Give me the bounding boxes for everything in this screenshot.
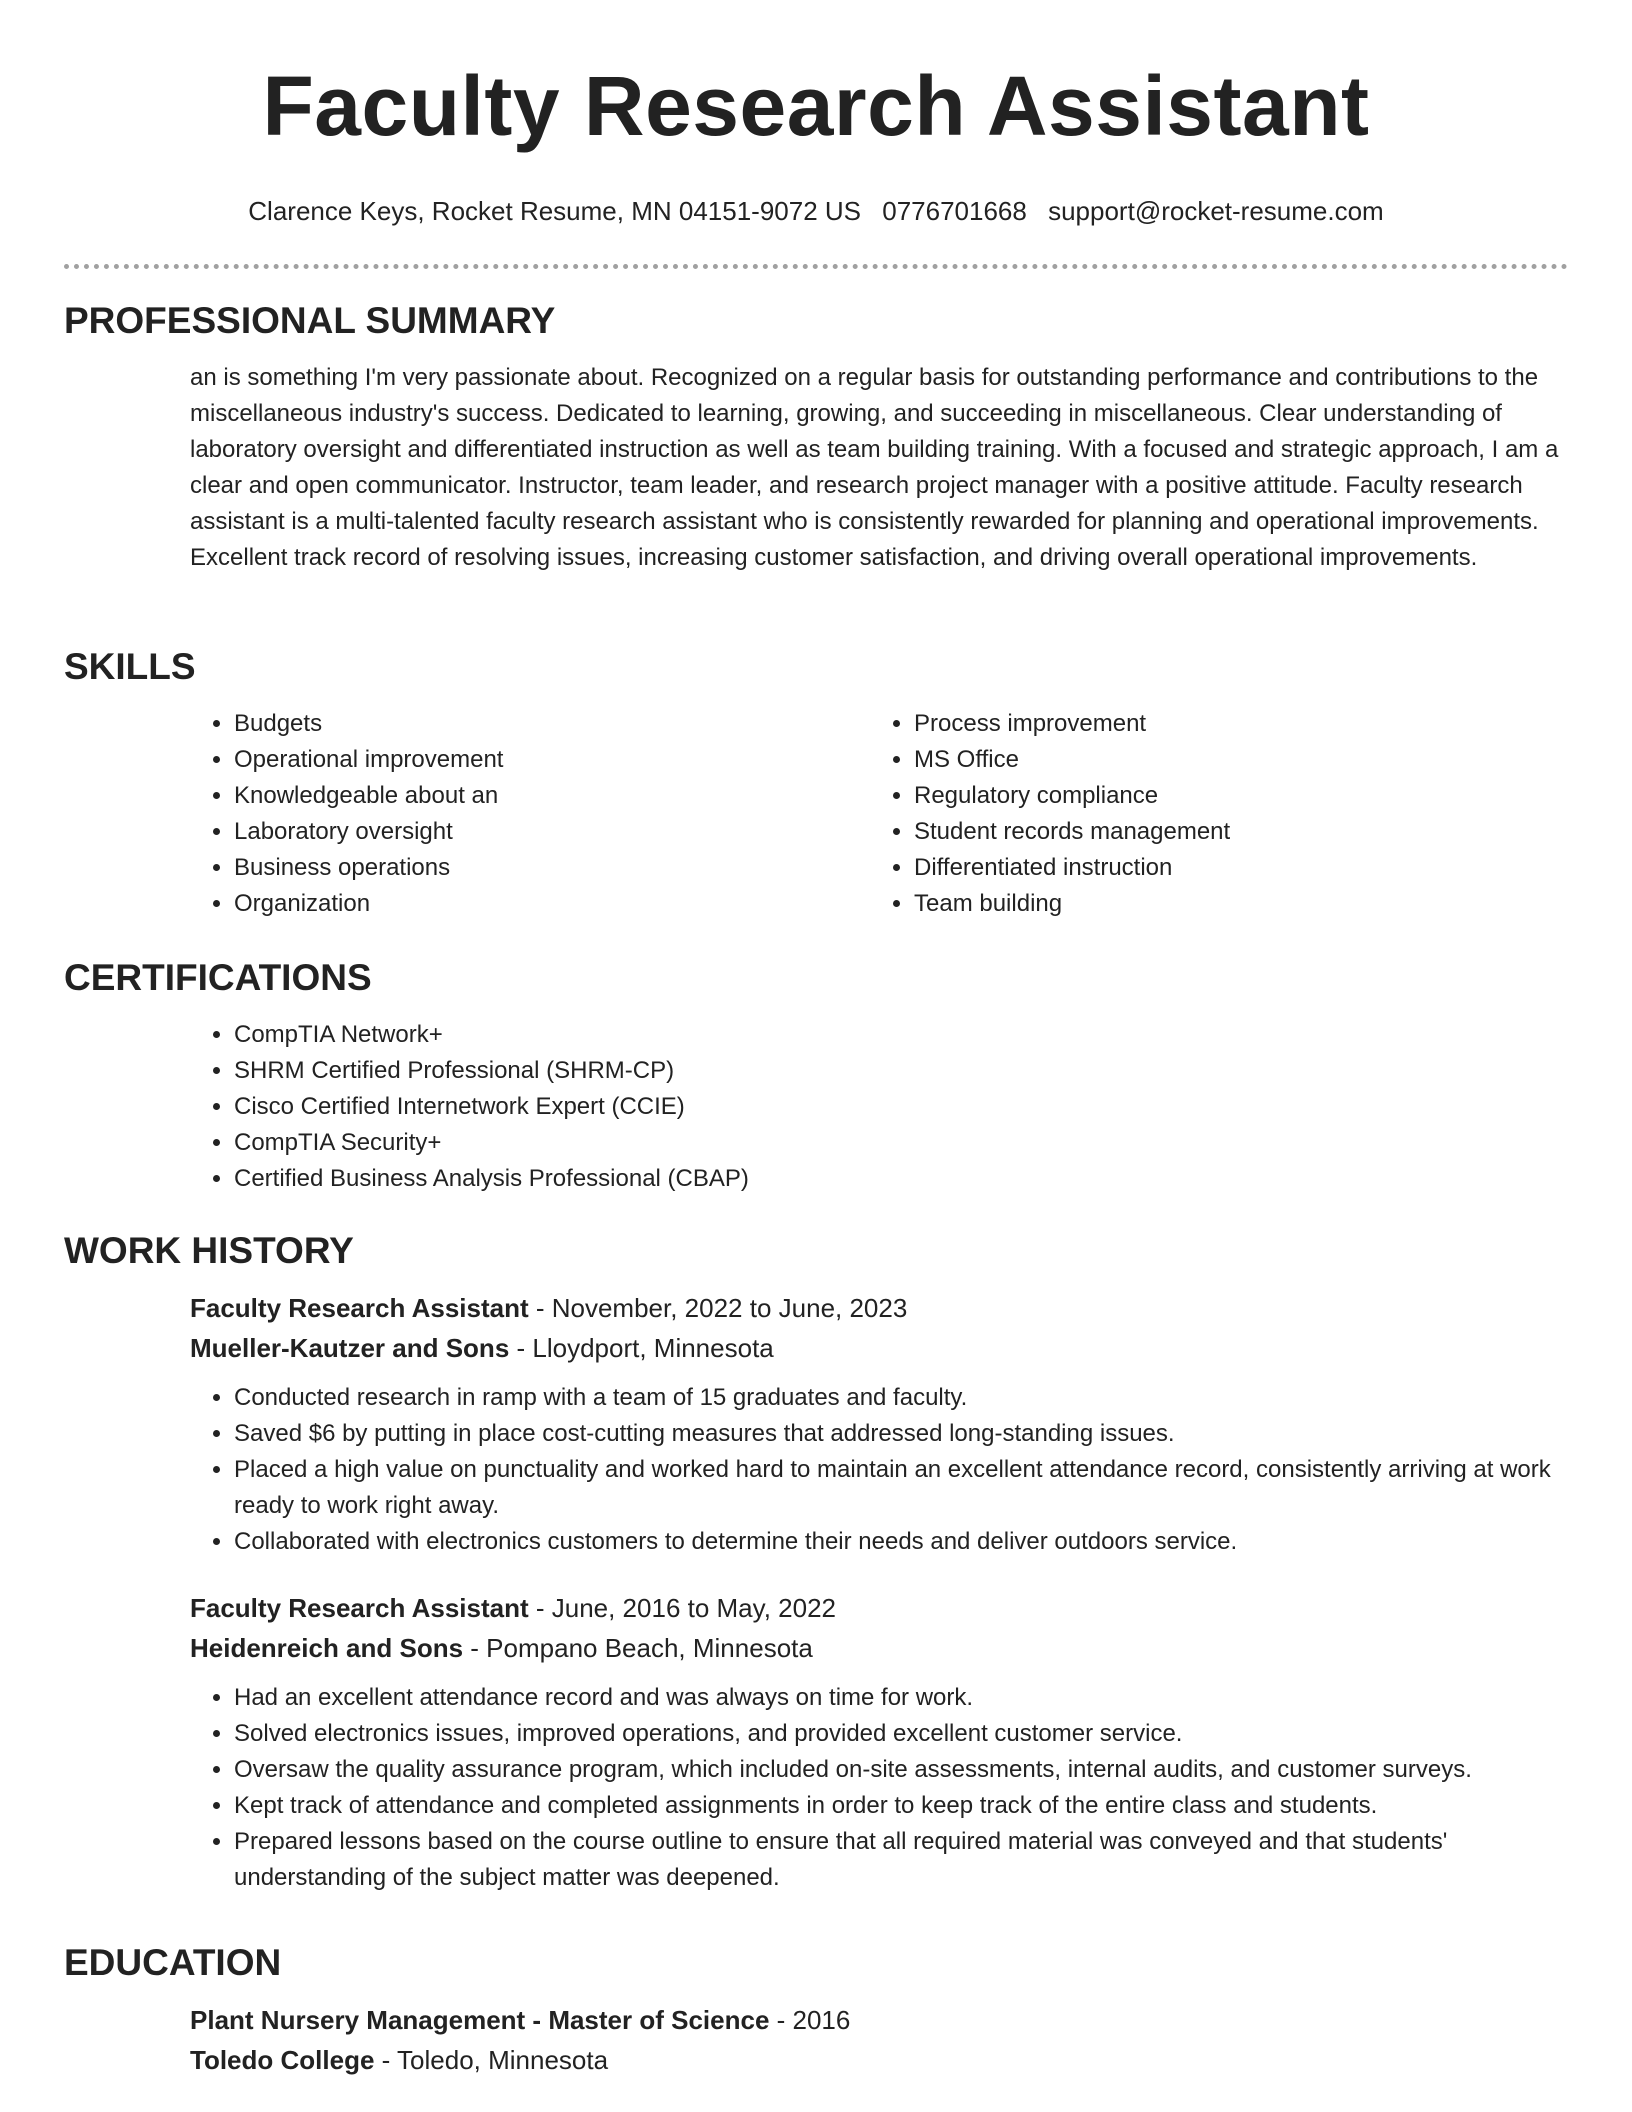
education-heading: EDUCATION <box>64 1942 282 1983</box>
education-degree: Plant Nursery Management - Master of Science <box>190 2005 770 2035</box>
skills-column-right <box>870 706 1550 922</box>
job-title: Faculty Research Assistant <box>190 1593 529 1623</box>
work-history-section <box>64 1228 1568 1896</box>
resume-title: Faculty Research Assistant <box>262 59 1370 153</box>
job-company-line <box>190 1628 1568 1668</box>
job-title-line <box>190 1288 1568 1328</box>
certification-item: • CompTIA Security+ <box>234 1125 1568 1161</box>
education-school: Toledo College <box>190 2045 375 2075</box>
job-bullet: • Collaborated with electronics customers to determine their needs and deliver outdoors service. <box>234 1524 1568 1560</box>
job-bullet: • Conducted research in ramp with a team of 15 graduates and faculty. <box>234 1380 1568 1416</box>
education-school-line <box>190 2040 1568 2080</box>
skills-section <box>64 644 1568 922</box>
contact-line <box>64 194 1568 228</box>
skills-heading: SKILLS <box>64 646 196 687</box>
job-entry <box>64 1588 1568 1896</box>
contact-address: Clarence Keys, Rocket Resume, MN 04151-9072 US <box>248 196 862 226</box>
job-bullet: • Had an excellent attendance record and was always on time for work. <box>234 1680 1568 1716</box>
education-degree-line <box>190 2000 1568 2040</box>
skill-item: • Student records management <box>914 814 1550 850</box>
skill-item: • Differentiated instruction <box>914 850 1550 886</box>
skill-item: • Team building <box>914 886 1550 922</box>
certifications-section <box>64 955 1568 1197</box>
summary-text: an is something I'm very passionate about. Recognized on a regular basis for outstanding performance and contributions to the miscellaneous industry's success. Dedicated to learning, growing, and succeeding in miscellaneous. Clear understanding of laboratory oversight and differentiated instruction as well as team building training. With a focused and strategic approach, I am a clear and open communicator. Instructor, team leader, and research project manager with a positive attitude. Faculty research assistant is a multi-talented faculty research assistant who is consistently rewarded for planning and operational improvements. Excellent track record of resolving issues, increasing customer satisfaction, and driving overall operational improvements. <box>190 364 1559 571</box>
job-title: Faculty Research Assistant <box>190 1293 529 1323</box>
education-section <box>64 1940 1568 2080</box>
skill-item: • MS Office <box>914 742 1550 778</box>
skill-item: • Knowledgeable about an <box>234 778 870 814</box>
job-company: Mueller-Kautzer and Sons <box>190 1333 510 1363</box>
job-dates: - November, 2022 to June, 2023 <box>528 1293 908 1323</box>
job-entry <box>64 1288 1568 1560</box>
job-location: - Pompano Beach, Minnesota <box>463 1633 813 1663</box>
skill-item: • Operational improvement <box>234 742 870 778</box>
skill-item: • Process improvement <box>914 706 1550 742</box>
contact-phone: 0776701668 <box>882 196 1027 226</box>
job-company: Heidenreich and Sons <box>190 1633 464 1663</box>
certification-item: • Cisco Certified Internetwork Expert (CCIE) <box>234 1089 1568 1125</box>
certifications-heading: CERTIFICATIONS <box>64 957 372 998</box>
certification-item: • SHRM Certified Professional (SHRM-CP) <box>234 1053 1568 1089</box>
contact-email: support@rocket-resume.com <box>1048 196 1384 226</box>
job-title-line <box>190 1588 1568 1628</box>
certification-item: • CompTIA Network+ <box>234 1017 1568 1053</box>
job-bullet: • Placed a high value on punctuality and worked hard to maintain an excellent attendance record, consistently arriving at work ready to work right away. <box>234 1452 1568 1524</box>
header-divider <box>64 264 1568 269</box>
job-bullet: • Prepared lessons based on the course outline to ensure that all required material was conveyed and that students' understanding of the subject matter was deepened. <box>234 1824 1568 1896</box>
summary-section <box>64 298 1568 576</box>
skill-item: • Business operations <box>234 850 870 886</box>
resume-page <box>64 0 1568 2075</box>
certification-item: • Certified Business Analysis Professional (CBAP) <box>234 1161 1568 1197</box>
work-history-heading: WORK HISTORY <box>64 1230 354 1271</box>
skill-item: • Organization <box>234 886 870 922</box>
job-bullet: • Oversaw the quality assurance program, which included on-site assessments, internal audits, and customer surveys. <box>234 1752 1568 1788</box>
job-bullet: • Saved $6 by putting in place cost-cutting measures that addressed long-standing issues. <box>234 1416 1568 1452</box>
education-location: - Toledo, Minnesota <box>374 2045 609 2075</box>
education-year: - 2016 <box>769 2005 851 2035</box>
skill-item: • Budgets <box>234 706 870 742</box>
job-bullet: • Solved electronics issues, improved operations, and provided excellent customer service. <box>234 1716 1568 1752</box>
job-company-line <box>190 1328 1568 1368</box>
summary-heading: PROFESSIONAL SUMMARY <box>64 300 556 341</box>
job-dates: - June, 2016 to May, 2022 <box>528 1593 837 1623</box>
job-bullet: • Kept track of attendance and completed assignments in order to keep track of the entire class and students. <box>234 1788 1568 1824</box>
skill-item: • Laboratory oversight <box>234 814 870 850</box>
job-location: - Lloydport, Minnesota <box>509 1333 774 1363</box>
skill-item: • Regulatory compliance <box>914 778 1550 814</box>
skills-column-left <box>190 706 870 922</box>
